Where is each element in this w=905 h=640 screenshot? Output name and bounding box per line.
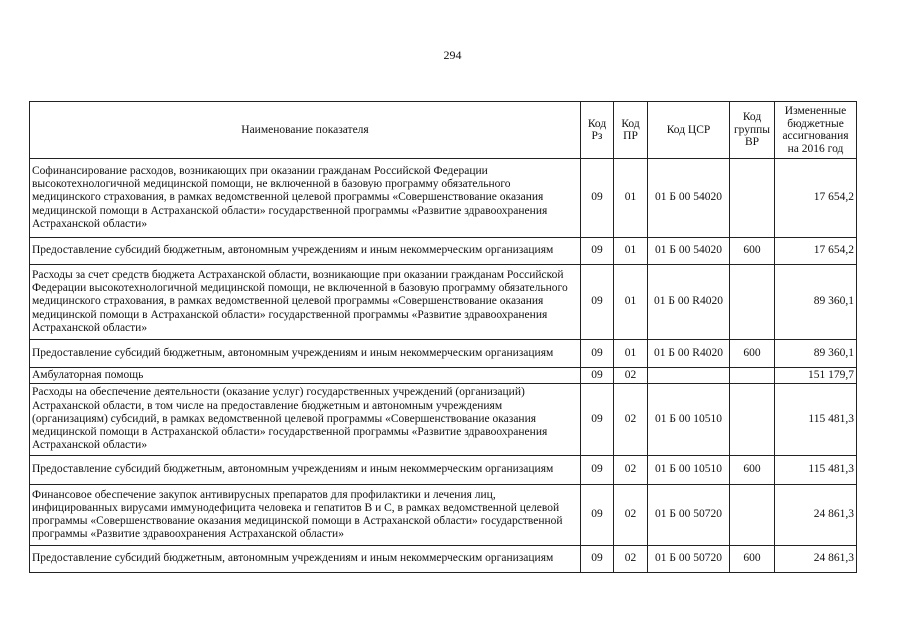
table-row — [30, 485, 857, 546]
table-row — [30, 238, 857, 265]
row-csr: 01 Б 00 10510 — [648, 456, 730, 485]
row-amount: 115 481,3 — [775, 456, 857, 485]
row-name: Софинансирование расходов, возникающих при оказании гражданам Российской Федерации высокотехнологичной медицинской помощи, не включенной в базовую программу обязательного медицинского страхования, в рамках ведомственной целевой программы «Совершенствование оказания медицинской помощи в Астраханской области» государственной программы «Развитие здравоохранения Астраханской области» — [30, 159, 581, 238]
row-rz: 09 — [581, 238, 614, 265]
row-pr: 02 — [614, 456, 648, 485]
row-amount: 17 654,2 — [775, 238, 857, 265]
row-name: Предоставление субсидий бюджетным, автономным учреждениям и иным некоммерческим организациям — [30, 238, 581, 265]
row-amount: 24 861,3 — [775, 546, 857, 573]
row-name: Амбулаторная помощь — [30, 368, 581, 384]
row-rz: 09 — [581, 159, 614, 238]
row-vr: 600 — [730, 340, 775, 368]
row-rz: 09 — [581, 546, 614, 573]
row-rz: 09 — [581, 340, 614, 368]
row-vr — [730, 368, 775, 384]
row-csr: 01 Б 00 50720 — [648, 485, 730, 546]
row-name: Предоставление субсидий бюджетным, автономным учреждениям и иным некоммерческим организациям — [30, 546, 581, 573]
row-csr: 01 Б 00 50720 — [648, 546, 730, 573]
row-vr: 600 — [730, 238, 775, 265]
table-row — [30, 340, 857, 368]
table-row — [30, 159, 857, 238]
table-row — [30, 368, 857, 384]
row-vr: 600 — [730, 456, 775, 485]
row-amount: 151 179,7 — [775, 368, 857, 384]
row-amount: 89 360,1 — [775, 265, 857, 340]
row-pr: 02 — [614, 485, 648, 546]
row-name: Предоставление субсидий бюджетным, автономным учреждениям и иным некоммерческим организациям — [30, 456, 581, 485]
row-pr: 01 — [614, 159, 648, 238]
header-code-vr: Код группы ВР — [730, 102, 775, 159]
row-pr: 02 — [614, 546, 648, 573]
row-amount: 115 481,3 — [775, 384, 857, 456]
row-amount: 89 360,1 — [775, 340, 857, 368]
table-header-row — [30, 102, 857, 159]
table-row — [30, 384, 857, 456]
row-pr: 01 — [614, 265, 648, 340]
row-csr: 01 Б 00 R4020 — [648, 340, 730, 368]
row-name: Расходы за счет средств бюджета Астраханской области, возникающие при оказании гражданам Российской Федерации высокотехнологичной медицинской помощи, не включенной в базовую программу обязательного медицинского страхования, в рамках ведомственной целевой программы «Совершенствование оказания медицинской помощи в Астраханской области» государственной программы «Развитие здравоохранения Астраханской области» — [30, 265, 581, 340]
row-vr — [730, 159, 775, 238]
row-csr: 01 Б 00 R4020 — [648, 265, 730, 340]
row-csr — [648, 368, 730, 384]
table-row — [30, 546, 857, 573]
budget-table — [29, 101, 857, 573]
row-pr: 01 — [614, 238, 648, 265]
row-pr: 02 — [614, 384, 648, 456]
row-csr: 01 Б 00 54020 — [648, 238, 730, 265]
row-name: Расходы на обеспечение деятельности (оказание услуг) государственных учреждений (организаций) Астраханской области, в том числе на предоставление бюджетным и автономным учреждениям (организациям) субсидий, в рамках ведомственной целевой программы «Совершенствование оказания медицинской помощи в Астраханской области» государственной программы «Развитие здравоохранения Астраханской области» — [30, 384, 581, 456]
row-rz: 09 — [581, 456, 614, 485]
row-rz: 09 — [581, 485, 614, 546]
row-name: Финансовое обеспечение закупок антивирусных препаратов для профилактики и лечения лиц, инфицированных вирусами иммунодефицита человека и гепатитов В и С, в рамках ведомственной целевой программы «Совершенствование оказания медицинской помощи в Астраханской области» государственной программы «Развитие здравоохранения Астраханской области» — [30, 485, 581, 546]
row-vr — [730, 265, 775, 340]
row-vr — [730, 485, 775, 546]
header-code-csr: Код ЦСР — [648, 102, 730, 159]
row-name: Предоставление субсидий бюджетным, автономным учреждениям и иным некоммерческим организациям — [30, 340, 581, 368]
row-amount: 24 861,3 — [775, 485, 857, 546]
row-pr: 01 — [614, 340, 648, 368]
row-rz: 09 — [581, 384, 614, 456]
row-vr — [730, 384, 775, 456]
row-vr: 600 — [730, 546, 775, 573]
header-code-pr: Код ПР — [614, 102, 648, 159]
row-csr: 01 Б 00 54020 — [648, 159, 730, 238]
row-pr: 02 — [614, 368, 648, 384]
table-row — [30, 456, 857, 485]
table-row — [30, 265, 857, 340]
page-number: 294 — [443, 48, 462, 62]
row-rz: 09 — [581, 368, 614, 384]
header-amount: Измененные бюджетные ассигнования на 2016 год — [775, 102, 857, 159]
row-csr: 01 Б 00 10510 — [648, 384, 730, 456]
row-rz: 09 — [581, 265, 614, 340]
header-code-rz: Код Рз — [581, 102, 614, 159]
row-amount: 17 654,2 — [775, 159, 857, 238]
header-indicator-name: Наименование показателя — [30, 102, 581, 159]
